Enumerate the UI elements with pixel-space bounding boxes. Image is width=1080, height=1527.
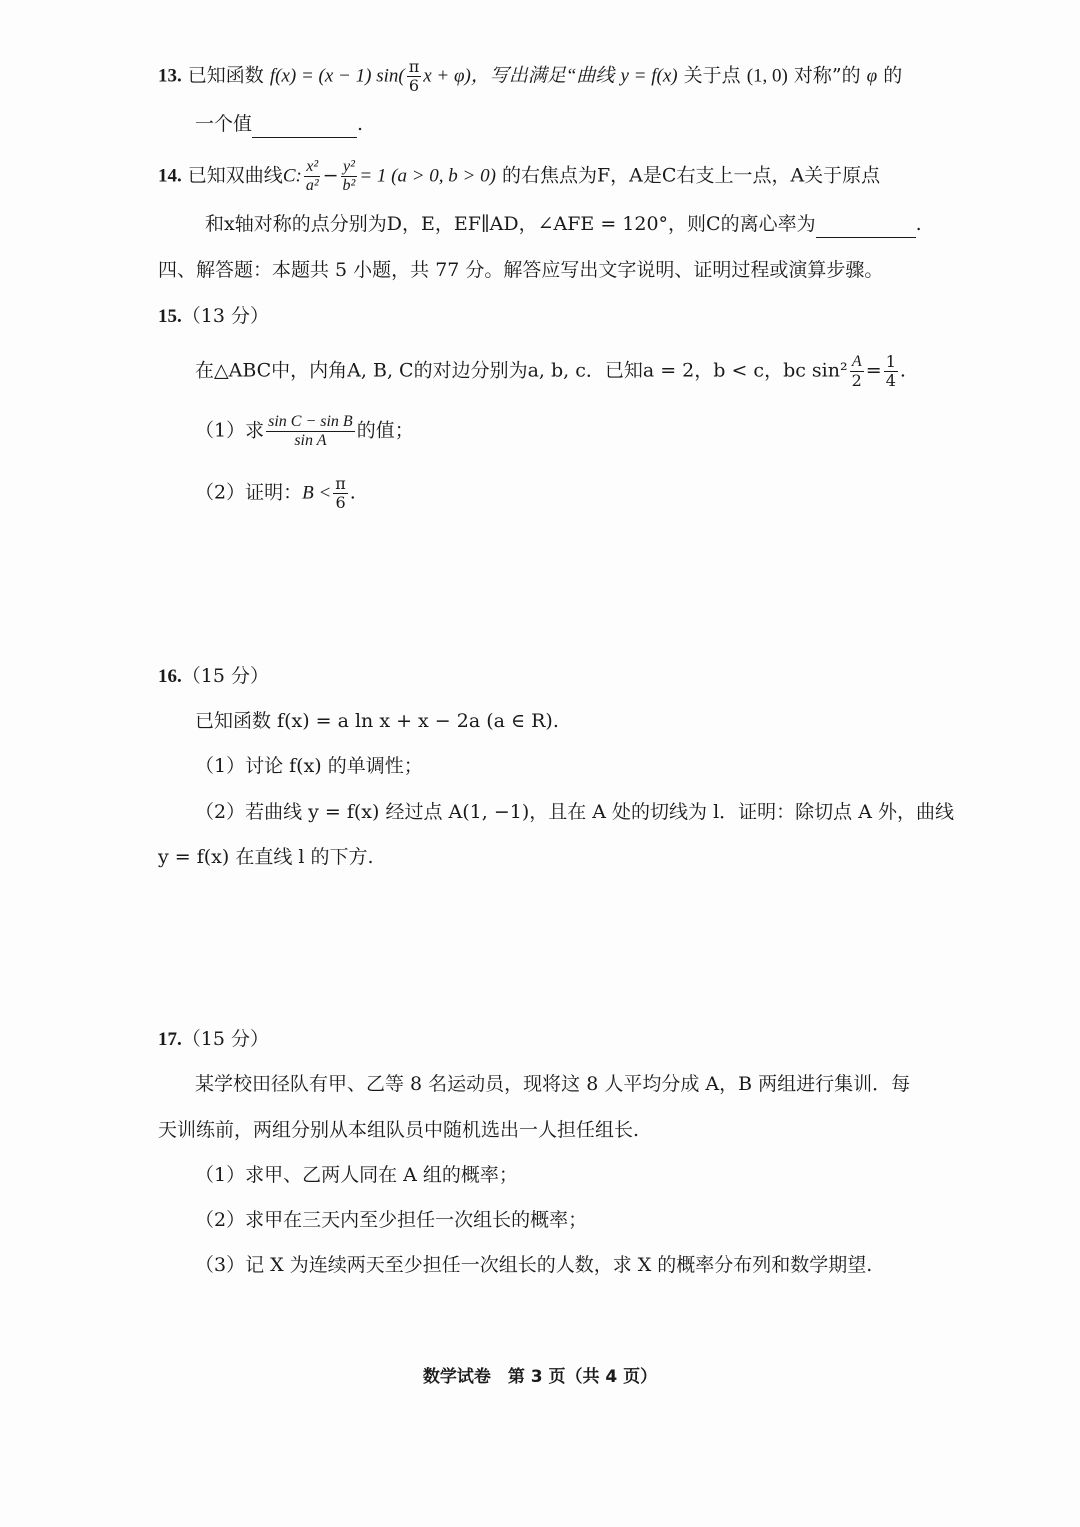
q16-part2: （2）若曲线 y = f(x) 经过点 A(1, −1)，且在 A 处的切线为 l．证明：除切点 A 外，曲线 <box>195 801 954 823</box>
q13-post2: 的 <box>883 64 903 87</box>
q14-cond: = 1 (a > 0, b > 0) <box>359 165 496 187</box>
q14-line2 <box>205 210 922 238</box>
q17-number: 17. <box>158 1029 182 1050</box>
q15-score: （13 分） <box>181 305 269 327</box>
q13-line2-text: 一个值 <box>195 113 253 135</box>
q13-answer-blank <box>252 119 357 138</box>
q17-header <box>158 1025 269 1054</box>
q16-part1: （1）讨论 f(x) 的单调性； <box>195 755 423 777</box>
q15-p2-b: B < <box>302 482 332 504</box>
q13-text: 已知函数 <box>187 64 264 87</box>
q15-p1-pre: （1）求 <box>195 419 265 442</box>
q15-stem-end: . <box>899 359 906 382</box>
q15-p1-frac: $\frac{\text{sin C − sin B}}{\text{sin A}}$ <box>268 413 353 449</box>
q17-score: （15 分） <box>181 1028 269 1050</box>
q16-header <box>158 662 269 691</box>
page-footer: 数学试卷 第 3 页（共 4 页） <box>422 1367 658 1387</box>
q15-header <box>158 302 269 331</box>
q15-p2-frac: $\frac{\pi}{6}$ <box>335 474 346 512</box>
q14-post: 的右焦点为F，A是C右支上一点，A关于原点 <box>502 164 881 187</box>
q17-stem1: 某学校田径队有甲、乙等 8 名运动员，现将这 8 人平均分成 A，B 两组进行集训．每 <box>195 1073 911 1095</box>
q15-frac-half: $\frac{A}{2}$ <box>851 353 862 390</box>
q13-func: f(x) = (x − 1) sin( <box>269 65 405 87</box>
q14-end: . <box>915 213 922 235</box>
q15-frac-quarter: $\frac{1}{4}$ <box>885 352 896 390</box>
q17-part1: （1）求甲、乙两人同在 A 组的概率； <box>195 1164 518 1186</box>
q13-post: 对称”的 <box>793 64 861 87</box>
q13-point: (1, 0) <box>746 65 788 87</box>
q15-stem-text: 在△ABC中，内角A, B, C的对边分别为a, b, c．已知a = 2，b < c，bc sin² <box>195 359 848 382</box>
q14-number: 14. <box>158 165 182 187</box>
q13-mid: x + φ)，写出满足“曲线 <box>423 65 615 87</box>
q14-frac-y: $\frac{\text{y²}}{\text{b²}}$ <box>342 158 356 194</box>
q14-frac-x: $\frac{\text{x²}}{\text{a²}}$ <box>305 158 319 194</box>
q16-score: （15 分） <box>181 665 269 687</box>
q14-line1: 14. 已知双曲线C: $\frac{\text{x²}}{\text{a²}}$ − $\frac{\text{y²}}{\text{b²}}$ = 1 (a > 0, b > 0) 的右焦点为F，A是C右支上一点，A关于原点 <box>158 158 881 194</box>
q14-c: C: <box>282 165 302 187</box>
q17-stem2: 天训练前，两组分别从本组队员中随机选出一人担任组长. <box>158 1119 640 1141</box>
q14-line2-text: 和x轴对称的点分别为D，E，EF∥AD，∠AFE = 120°，则C的离心率为 <box>205 213 816 235</box>
q14-text: 已知双曲线 <box>187 164 283 187</box>
q16-part2-cont: y = f(x) 在直线 l 的下方. <box>158 846 374 868</box>
q15-stem <box>195 353 906 390</box>
q16-stem: 已知函数 f(x) = a ln x + x − 2a (a ∈ R). <box>195 710 559 732</box>
q16-number: 16. <box>158 666 182 687</box>
q13-number: 13. <box>158 65 182 87</box>
q17-part2: （2）求甲在三天内至少担任一次组长的概率； <box>195 1209 588 1231</box>
q13-curve: y = f(x) <box>620 65 678 87</box>
q15-part2 <box>195 475 356 512</box>
q13-line2 <box>195 110 363 138</box>
q13-line1 <box>158 58 902 95</box>
q15-eq: = <box>865 359 882 382</box>
q15-number: 15. <box>158 306 182 327</box>
q17-part3: （3）记 X 为连续两天至少担任一次组长的人数，求 X 的概率分布列和数学期望. <box>195 1254 873 1276</box>
q13-phi: φ <box>866 65 878 87</box>
q14-answer-blank <box>816 219 916 238</box>
q13-mid2: 关于点 <box>683 64 741 87</box>
q15-p1-post: 的值； <box>356 419 414 442</box>
q15-part1 <box>195 413 414 450</box>
q13-end: . <box>357 113 364 135</box>
q13-frac: $\frac{\pi}{6}$ <box>408 57 420 95</box>
section4-heading: 四、解答题：本题共 5 小题，共 77 分。解答应写出文字说明、证明过程或演算步骤。 <box>158 259 884 281</box>
q15-p2-pre: （2）证明： <box>195 481 303 504</box>
q15-p2-end: . <box>349 481 356 504</box>
